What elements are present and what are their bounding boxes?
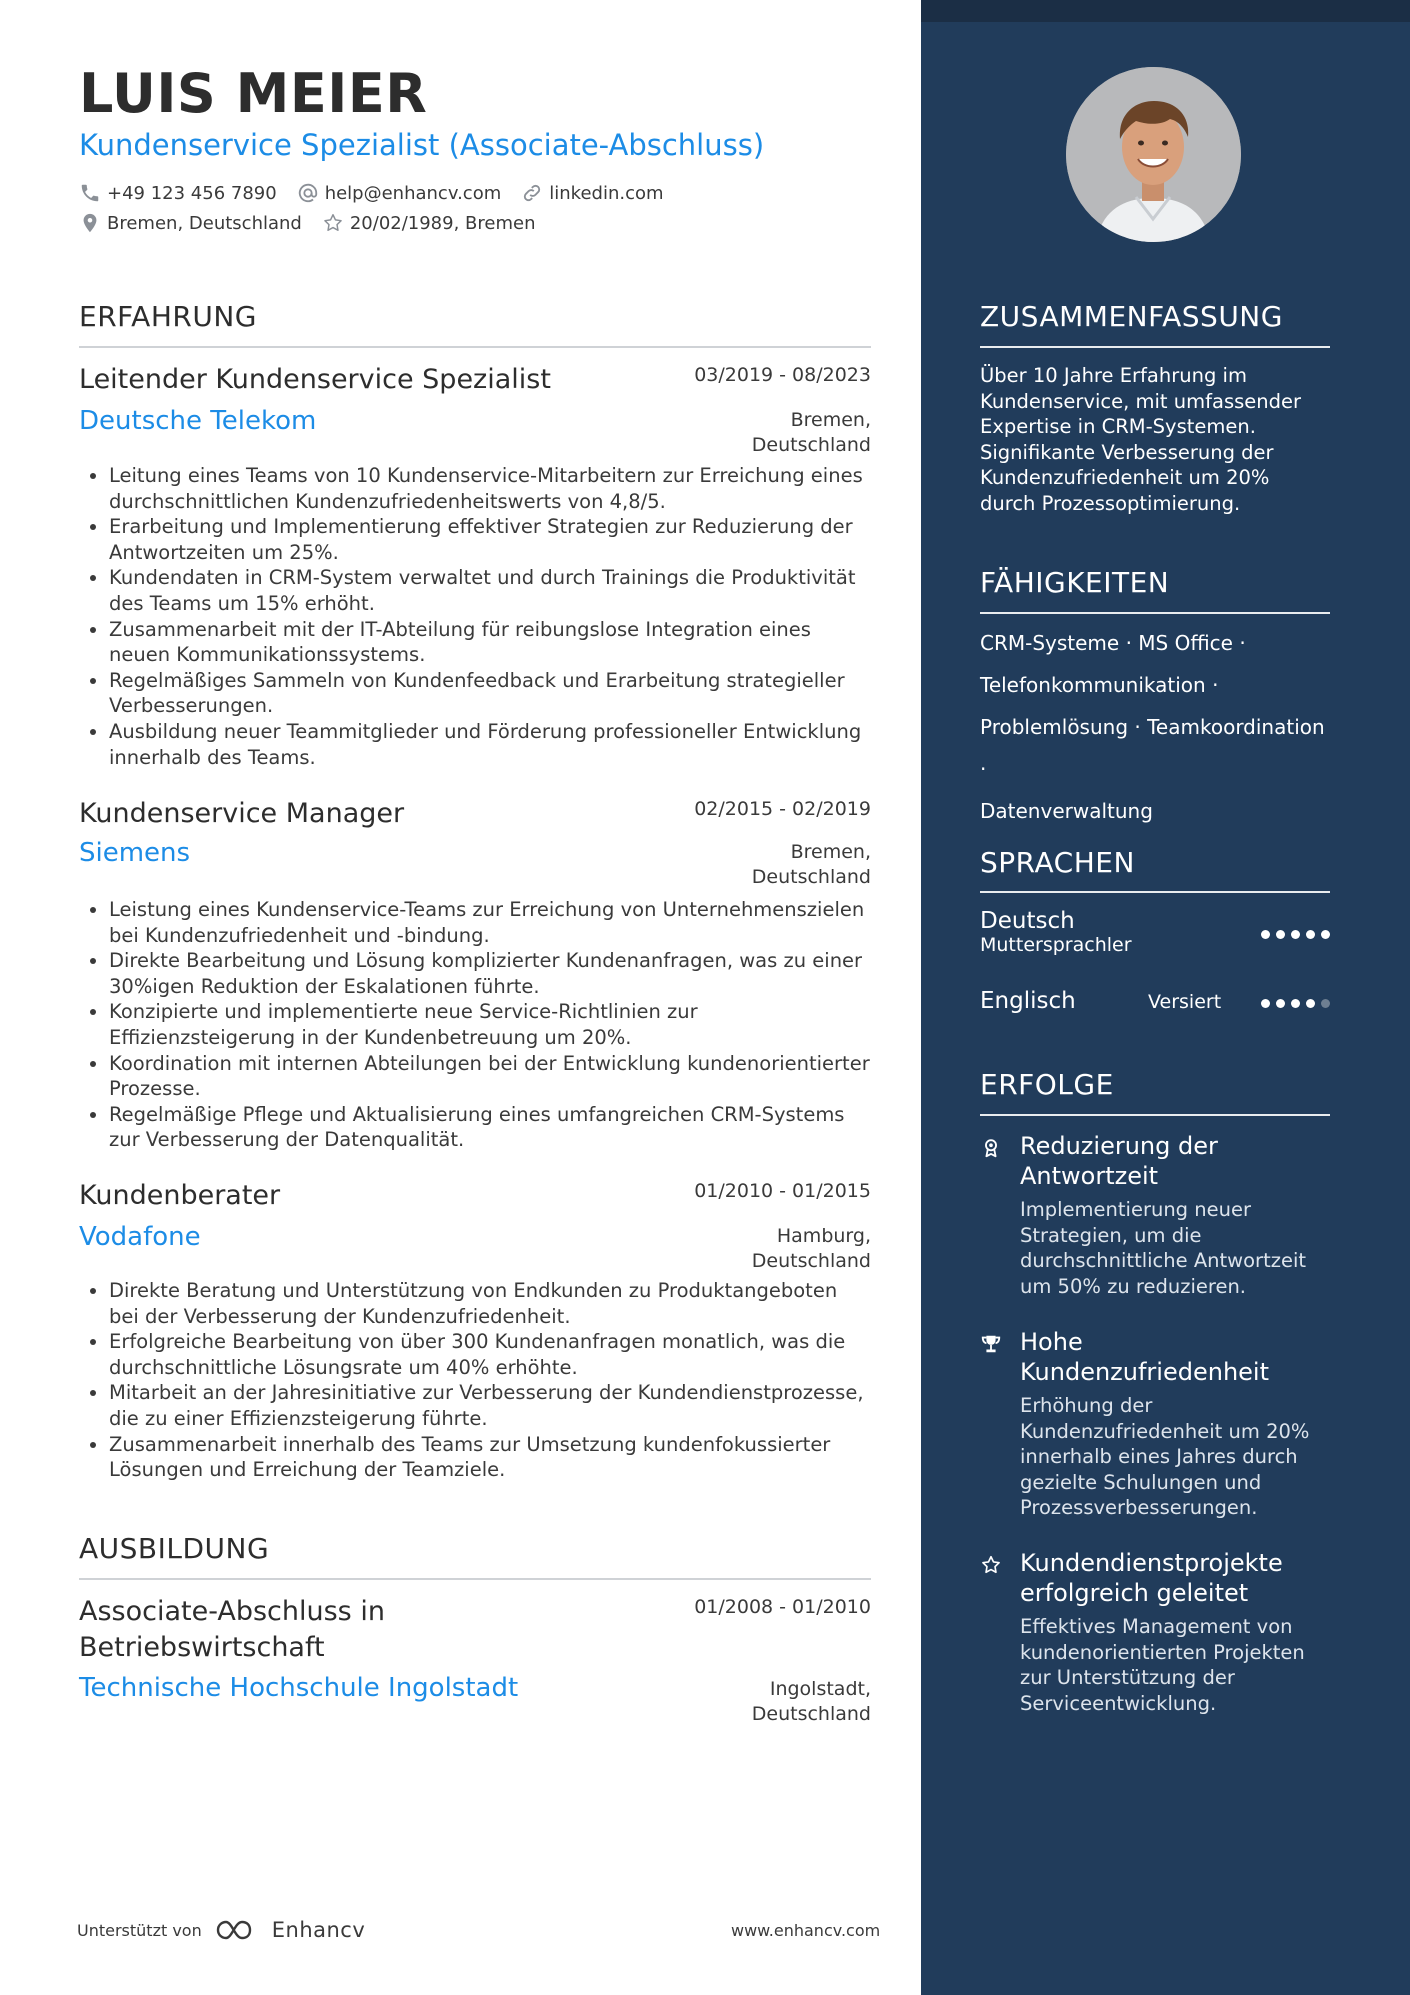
proficiency-dot-filled	[1306, 999, 1315, 1008]
job-title: Leitender Kundenservice Spezialist	[79, 364, 551, 395]
company-name[interactable]: Deutsche Telekom	[79, 406, 317, 436]
star-icon	[980, 1554, 1002, 1576]
job-location	[752, 1224, 871, 1274]
language-item	[980, 908, 1330, 968]
job-location-city: Bremen,	[790, 409, 871, 431]
achievement-item	[980, 1548, 1330, 1728]
achievement-description: Erhöhung der Kundenzufriedenheit um 20% innerhalb eines Jahres durch gezielte Schulungen und Prozessverbesserungen.	[1020, 1394, 1310, 1520]
experience-divider	[79, 346, 871, 348]
footer-website[interactable]: www.enhancv.com	[731, 1921, 881, 1940]
bullet: • Zusammenarbeit innerhalb des Teams zur Umsetzung kundenfokussierter Lösungen und Erreichung der Teamziele.	[109, 1432, 871, 1483]
contact-phone[interactable]	[79, 182, 277, 204]
job-title: Kundenberater	[79, 1180, 281, 1211]
phone-text: +49 123 456 7890	[107, 182, 277, 204]
proficiency-dot-filled	[1321, 930, 1330, 939]
degree-line-2: Betriebswirtschaft	[79, 1632, 325, 1663]
job-bullets	[79, 1278, 871, 1483]
job-title: Kundenservice Manager	[79, 798, 405, 829]
language-proficiency-dots	[1255, 999, 1330, 1008]
job-dates: 02/2015 - 02/2019	[694, 798, 871, 820]
footer-powered-by[interactable]	[77, 1918, 365, 1942]
education-entry	[79, 1594, 871, 1734]
job-location-city: Hamburg,	[776, 1225, 871, 1247]
achievement-description: Effektives Management von kundenorientierten Projekten zur Unterstützung der Serviceentwicklung.	[1020, 1615, 1305, 1715]
languages-section-title: SPRACHEN	[980, 846, 1135, 879]
bullet: • Direkte Beratung und Unterstützung von Endkunden zu Produktangeboten bei der Verbesserung der Kundenzufriedenheit.	[109, 1278, 871, 1329]
trophy-icon	[980, 1333, 1002, 1355]
contact-email[interactable]	[297, 182, 502, 204]
bullet: • Regelmäßiges Sammeln von Kundenfeedback und Erarbeitung strategieller Verbesserungen.	[109, 668, 871, 719]
candidate-headline: Kundenservice Spezialist (Associate-Abschluss)	[79, 128, 765, 162]
job-location-country: Deutschland	[751, 434, 871, 456]
enhancv-logo-icon	[214, 1918, 260, 1942]
email-text: help@enhancv.com	[324, 182, 502, 204]
job-dates: 03/2019 - 08/2023	[694, 364, 871, 386]
skills-divider	[980, 612, 1330, 614]
proficiency-dot-filled	[1291, 999, 1300, 1008]
enhancv-brand-text: Enhancv	[271, 1918, 366, 1942]
job-location-city: Bremen,	[790, 841, 871, 863]
job-dates: 01/2010 - 01/2015	[694, 1180, 871, 1202]
linkedin-text: linkedin.com	[549, 182, 664, 204]
phone-icon	[79, 182, 101, 204]
contact-row-1	[79, 182, 684, 204]
achievement-description: Implementierung neuer Strategien, um die durchschnittliche Antwortzeit um 50% zu reduzieren.	[1020, 1198, 1307, 1298]
job-entry	[79, 362, 871, 772]
map-pin-icon	[79, 212, 101, 234]
experience-section-title: ERFAHRUNG	[79, 300, 257, 333]
achievement-item	[980, 1131, 1330, 1301]
bullet: • Direkte Bearbeitung und Lösung komplizierter Kundenanfragen, was zu einer 30%igen Reduktion der Eskalationen führte.	[109, 948, 871, 999]
bullet: • Leistung eines Kundenservice-Teams zur Erreichung von Unternehmenszielen bei Kundenzufriedenheit und -bindung.	[109, 897, 871, 948]
education-location-country: Deutschland	[751, 1703, 871, 1725]
education-section-title: AUSBILDUNG	[79, 1532, 270, 1565]
language-item	[980, 988, 1330, 1022]
contact-linkedin[interactable]	[521, 182, 663, 204]
candidate-name: LUIS MEIER	[79, 62, 428, 125]
language-name: Deutsch	[980, 908, 1075, 934]
star-outline-icon	[322, 212, 344, 234]
achievement-title: Kundendienstprojekte erfolgreich geleitet	[1020, 1549, 1283, 1607]
contact-row-2	[79, 212, 555, 234]
proficiency-dot-filled	[1276, 999, 1285, 1008]
job-location-country: Deutschland	[751, 866, 871, 888]
job-bullets	[79, 897, 871, 1153]
summary-text: Über 10 Jahre Erfahrung im Kundenservice, mit umfassender Expertise in CRM-Systemen. Signifikante Verbesserung der Kundenzufriedenheit um 20% durch Prozessoptimierung.	[980, 364, 1302, 515]
bullet: • Zusammenarbeit mit der IT-Abteilung für reibungslose Integration eines neuen Kommunikationssystems.	[109, 617, 871, 668]
achievement-title: Hohe Kundenzufriedenheit	[1020, 1328, 1269, 1386]
summary-divider	[980, 346, 1330, 348]
language-level: Muttersprachler	[980, 934, 1132, 956]
achievement-title: Reduzierung der Antwortzeit	[1020, 1132, 1218, 1190]
proficiency-dot-filled	[1261, 999, 1270, 1008]
degree-line-1: Associate-Abschluss in	[79, 1596, 385, 1627]
skill-item: Datenverwaltung	[980, 799, 1153, 823]
skills-list	[980, 622, 1330, 832]
bullet: • Koordination mit internen Abteilungen bei der Entwicklung kundenorientierter Prozesse.	[109, 1051, 871, 1102]
proficiency-dot-filled	[1291, 930, 1300, 939]
company-name[interactable]: Siemens	[79, 838, 191, 868]
bullet: • Mitarbeit an der Jahresinitiative zur Verbesserung der Kundendienstprozesse, die zu einer Effizienzsteigerung führte.	[109, 1380, 871, 1431]
skill-separator: ·	[980, 757, 987, 781]
skill-separator: ·	[1239, 631, 1246, 655]
bullet: • Erarbeitung und Implementierung effektiver Strategien zur Reduzierung der Antwortzeiten um 25%.	[109, 514, 871, 565]
job-location	[752, 408, 871, 458]
skill-item: Problemlösung	[980, 715, 1129, 739]
job-entry	[79, 1178, 871, 1488]
skill-item: Teamkoordination	[1147, 715, 1325, 739]
summary-section-title: ZUSAMMENFASSUNG	[980, 300, 1283, 333]
bullet: • Erfolgreiche Bearbeitung von über 300 Kundenanfragen monatlich, was die durchschnittliche Lösungsrate um 40% erhöhte.	[109, 1329, 871, 1380]
link-icon	[521, 182, 543, 204]
contact-location	[79, 212, 302, 234]
achievements-divider	[980, 1114, 1330, 1116]
bullet: • Konzipierte und implementierte neue Service-Richtlinien zur Effizienzsteigerung in der Kundenbetreuung um 20%.	[109, 999, 871, 1050]
job-bullets	[79, 463, 871, 770]
achievements-section-title: ERFOLGE	[980, 1068, 1114, 1101]
education-dates: 01/2008 - 01/2010	[694, 1596, 871, 1618]
proficiency-dot-filled	[1276, 930, 1285, 939]
bullet: • Ausbildung neuer Teammitglieder und Förderung professioneller Entwicklung innerhalb des Teams.	[109, 719, 871, 770]
skill-item: CRM-Systeme	[980, 631, 1120, 655]
powered-by-text: Unterstützt von	[77, 1920, 202, 1940]
job-location-country: Deutschland	[751, 1250, 871, 1272]
award-ribbon-icon	[980, 1137, 1002, 1159]
education-location	[752, 1677, 871, 1727]
skill-item: Telefonkommunikation	[980, 673, 1206, 697]
language-name: Englisch	[980, 988, 1076, 1014]
job-entry	[79, 796, 871, 1156]
skill-separator: ·	[1125, 631, 1132, 655]
education-location-city: Ingolstadt,	[769, 1678, 871, 1700]
at-sign-icon	[297, 182, 319, 204]
achievement-item	[980, 1327, 1330, 1527]
bullet: • Kundendaten in CRM-System verwaltet und durch Trainings die Produktivität des Teams um 15% erhöht.	[109, 565, 871, 616]
location-text: Bremen, Deutschland	[107, 212, 302, 234]
birth-text: 20/02/1989, Bremen	[349, 212, 536, 234]
contact-birth	[322, 212, 536, 234]
company-name[interactable]: Vodafone	[79, 1222, 201, 1252]
languages-divider	[980, 891, 1330, 893]
skill-separator: ·	[1134, 715, 1141, 739]
skill-separator: ·	[1212, 673, 1219, 697]
degree-title	[79, 1594, 679, 1666]
language-proficiency-dots	[1255, 930, 1330, 939]
proficiency-dot-empty	[1321, 999, 1330, 1008]
proficiency-dot-filled	[1306, 930, 1315, 939]
bullet: • Leitung eines Teams von 10 Kundenservice-Mitarbeitern zur Erreichung eines durchschnittlichen Kundenzufriedenheitswerts von 4,8/5.	[109, 463, 871, 514]
education-divider	[79, 1578, 871, 1580]
skill-item: MS Office	[1138, 631, 1233, 655]
sidebar-top-band	[921, 0, 1410, 22]
job-location	[752, 840, 871, 890]
skills-section-title: FÄHIGKEITEN	[980, 566, 1170, 599]
school-name[interactable]: Technische Hochschule Ingolstadt	[79, 1673, 519, 1703]
avatar	[1066, 67, 1241, 242]
language-level: Versiert	[1148, 991, 1222, 1013]
bullet: • Regelmäßige Pflege und Aktualisierung eines umfangreichen CRM-Systems zur Verbesserung der Datenqualität.	[109, 1102, 871, 1153]
proficiency-dot-filled	[1261, 930, 1270, 939]
